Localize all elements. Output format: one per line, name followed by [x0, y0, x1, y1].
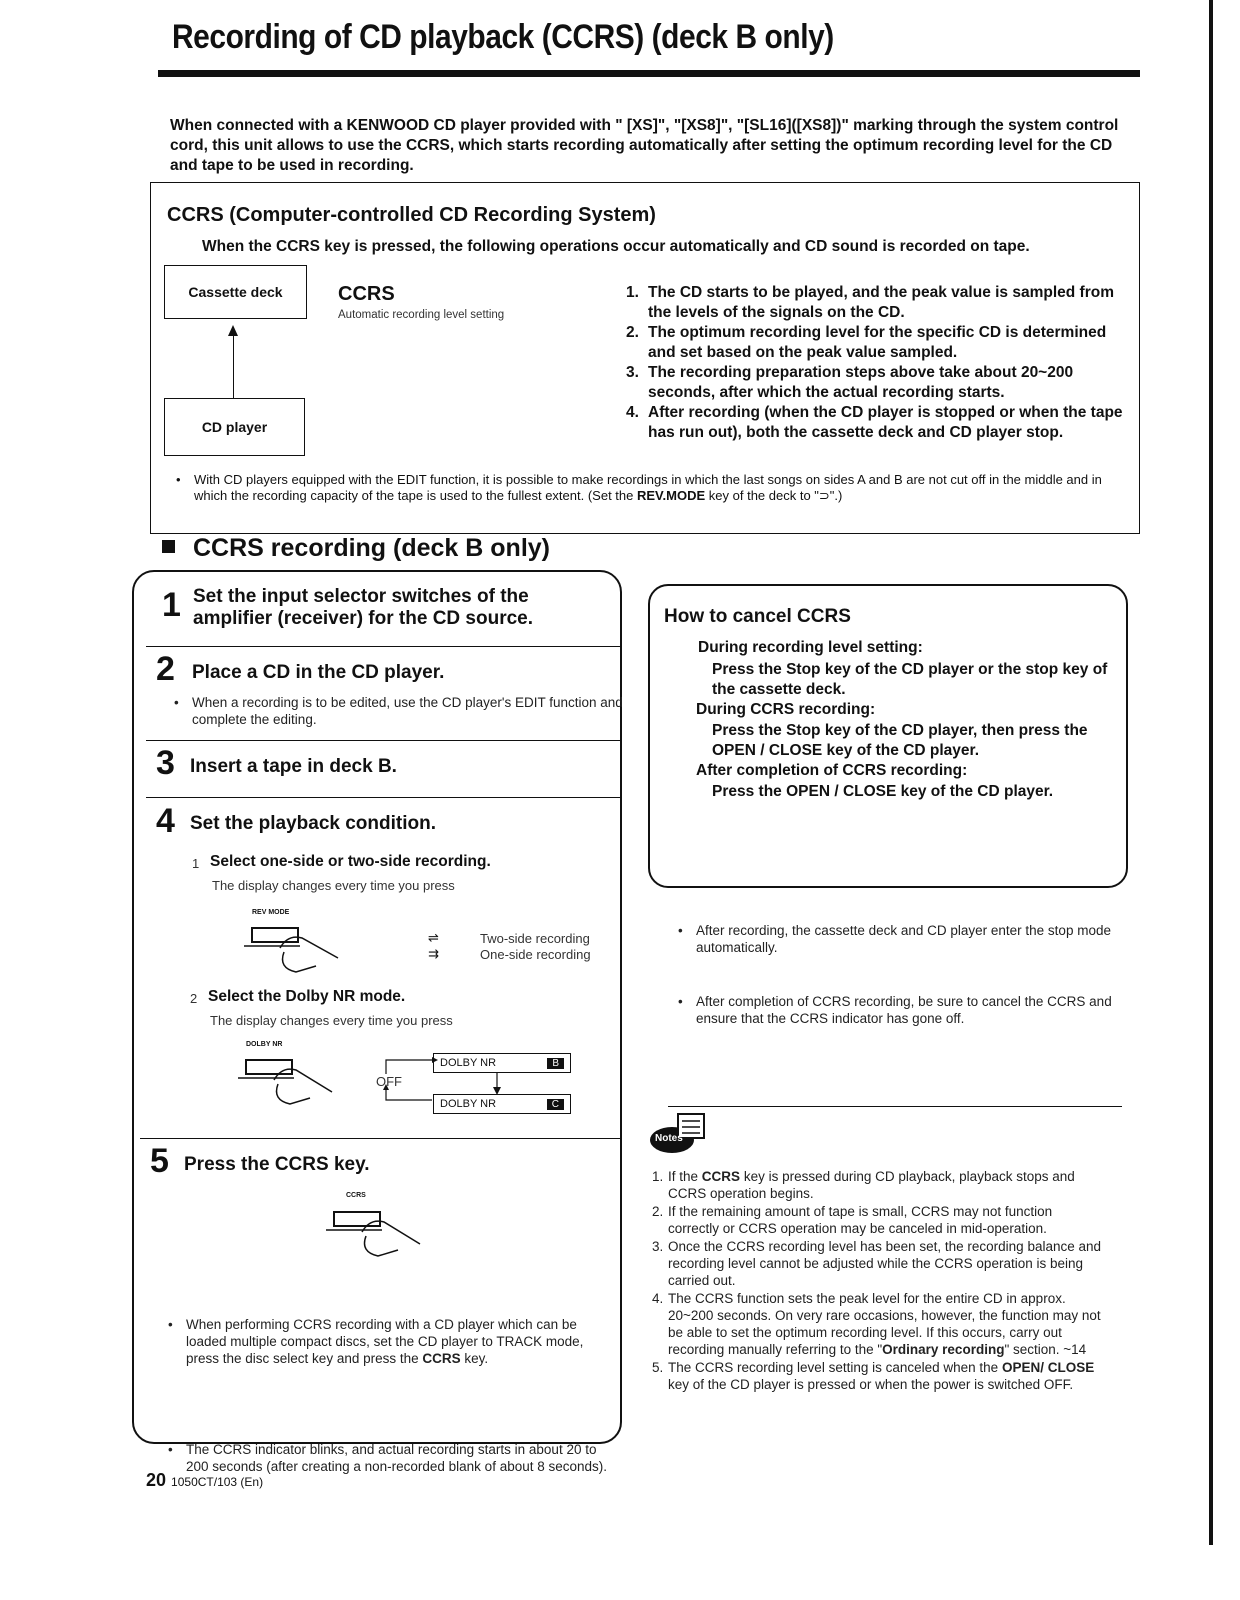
step-5-text: Press the CCRS key. — [184, 1154, 370, 1175]
dolby-off-label: OFF — [376, 1074, 402, 1089]
step-1-text: Set the input selector switches of the amplifier (receiver) for the CD source. — [193, 586, 533, 629]
ccrs-key-press-icon — [322, 1202, 432, 1260]
cancel-title: How to cancel CCRS — [664, 606, 851, 627]
rev-mode-key-press-icon — [240, 918, 350, 974]
step-4-text: Set the playback condition. — [190, 813, 436, 834]
square-bullet-icon — [162, 540, 175, 553]
list-item: 1. If the CCRS key is pressed during CD playback, playback stops and CCRS operation begins. — [652, 1169, 1075, 1201]
rev-mode-key-label: REV MODE — [252, 909, 290, 916]
margin-bar — [1209, 0, 1213, 1545]
page-number: 20 — [146, 1470, 167, 1490]
ccrs-label: CCRS — [338, 283, 395, 305]
arrow-up-icon — [228, 325, 238, 336]
cd-player-block: CD player — [164, 398, 305, 456]
cancel-heading-2: During CCRS recording: — [696, 701, 876, 718]
title-rule — [158, 70, 1140, 77]
step-3-text: Insert a tape in deck B. — [190, 756, 397, 777]
divider — [146, 797, 620, 798]
cancel-note-2: • After completion of CCRS recording, be sure to cancel the CCRS and ensure that the CCRS indicator has gone off. — [678, 994, 1112, 1026]
one-side-label: One-side recording — [480, 947, 591, 962]
cancel-heading-3: After completion of CCRS recording: — [696, 762, 968, 779]
list-item: 2. The optimum recording level for the specific CD is determined and set based on the peak value sampled. — [626, 324, 1107, 361]
ccrs-box-subtitle: When the CCRS key is pressed, the following operations occur automatically and CD sound is recorded on tape. — [202, 238, 1030, 255]
step-2-note: • When a recording is to be edited, use the CD player's EDIT function and complete the editing. — [174, 695, 623, 727]
step-number: 3 — [156, 744, 175, 782]
two-side-mode-icon: ⇌ — [428, 930, 439, 945]
step-2-text: Place a CD in the CD player. — [192, 662, 445, 683]
list-item: 3. Once the CCRS recording level has been set, the recording balance and recording level cannot be adjusted while the CCRS operation is being carried out. — [652, 1239, 1102, 1288]
list-item: 4. After recording (when the CD player is stopped or when the tape has run out), both the cassette deck and CD player stop. — [626, 404, 1123, 441]
bullet-icon: • — [176, 472, 181, 487]
page-footer — [146, 1470, 263, 1491]
divider — [146, 646, 620, 647]
step-number: 1 — [162, 586, 181, 624]
dolby-nr-c-display: DOLBY NR C — [433, 1094, 571, 1114]
sub-step-1-text: Select one-side or two-side recording. — [210, 853, 491, 870]
cancel-text-3: Press the OPEN / CLOSE key of the CD player. — [712, 783, 1054, 800]
divider — [140, 1138, 620, 1139]
bullet-icon: • — [168, 1317, 173, 1332]
model-code: 1050CT/103 (En) — [171, 1475, 264, 1489]
ccrs-operation-steps — [626, 283, 1124, 443]
step-5-note-2: • The CCRS indicator blinks, and actual recording starts in about 20 to 200 seconds (after creating a non-recorded blank of about 8 seconds). — [168, 1442, 608, 1474]
sub-step-number: 2 — [190, 991, 198, 1006]
step-5-note-1: • When performing CCRS recording with a CD player which can be loaded multiple compact discs, set the CD player to TRACK mode, press the disc select key and press the CCRS key. — [168, 1317, 584, 1366]
sub-step-number: 1 — [192, 856, 200, 871]
two-side-label: Two-side recording — [480, 931, 590, 946]
ccrs-box-title: CCRS (Computer-controlled CD Recording System) — [167, 204, 656, 226]
ccrs-key-label: CCRS — [346, 1192, 366, 1199]
bullet-icon: • — [678, 923, 683, 938]
notes-icon-label: Notes — [655, 1133, 683, 1144]
list-item: 1. The CD starts to be played, and the peak value is sampled from the levels of the signals on the CD. — [626, 284, 1114, 321]
step-number: 4 — [156, 802, 175, 840]
bullet-icon: • — [168, 1442, 173, 1457]
intro-paragraph: When connected with a KENWOOD CD player provided with " [XS]", "[XS8]", "[SL16]([XS8])" marking through the system control cord, this unit allows to use the CCRS, which starts recording automatically after setting the optimum recording level for the CD and tape to be used in recording. — [170, 117, 1119, 174]
cancel-heading-1: During recording level setting: — [698, 639, 923, 656]
list-item: 3. The recording preparation steps above take about 20~200 seconds, after which the actual recording starts. — [626, 364, 1074, 401]
bullet-icon: • — [174, 695, 179, 710]
page-title: Recording of CD playback (CCRS) (deck B only) — [172, 18, 834, 56]
notes-rule — [668, 1106, 1122, 1107]
cancel-note-1: • After recording, the cassette deck and CD player enter the stop mode automatically. — [678, 923, 1111, 955]
sub-step-2-text: Select the Dolby NR mode. — [208, 988, 406, 1005]
section-heading: CCRS recording (deck B only) — [162, 534, 550, 563]
notes-list — [652, 1168, 1106, 1394]
step-number: 5 — [150, 1142, 169, 1180]
cassette-deck-block: Cassette deck — [164, 265, 307, 319]
divider — [146, 740, 620, 741]
edit-function-note: • With CD players equipped with the EDIT function, it is possible to make recordings in which the last songs on sides A and B are not cut off in the middle and in which the recording capacity of the tape is used to the fullest extent. (Set the REV.MODE key of the deck to "⊃".) — [176, 472, 1102, 503]
cancel-text-1: Press the Stop key of the CD player or the stop key of the cassette deck. — [712, 661, 1108, 698]
bullet-icon: • — [678, 994, 683, 1009]
cancel-text-2: Press the Stop key of the CD player, then press the OPEN / CLOSE key of the CD player. — [712, 722, 1088, 759]
dolby-nr-key-press-icon — [236, 1050, 346, 1108]
sub-step-1-note: The display changes every time you press — [212, 878, 455, 893]
sub-step-2-note: The display changes every time you press — [210, 1013, 453, 1028]
dolby-nr-b-display: DOLBY NR B — [433, 1053, 571, 1073]
connector-line — [233, 336, 234, 398]
one-side-mode-icon: ⇉ — [428, 946, 439, 961]
list-item: 4. The CCRS function sets the peak level for the entire CD in approx. 20~200 seconds. On very rare occasions, however, the function may not be able to set the optimum recording level. If this occurs, carry out recording manually referring to the "Ordinary recording" section. ~14 — [652, 1291, 1101, 1357]
arrow-down-icon — [490, 1073, 504, 1095]
ccrs-sublabel: Automatic recording level setting — [338, 309, 505, 321]
dolby-nr-key-label: DOLBY NR — [246, 1041, 283, 1048]
step-number: 2 — [156, 650, 175, 688]
list-item: 5. The CCRS recording level setting is canceled when the OPEN/ CLOSE key of the CD player is pressed or when the power is switched OFF. — [652, 1360, 1095, 1392]
list-item: 2. If the remaining amount of tape is small, CCRS may not function correctly or CCRS operation may be canceled in mid-operation. — [652, 1204, 1053, 1236]
